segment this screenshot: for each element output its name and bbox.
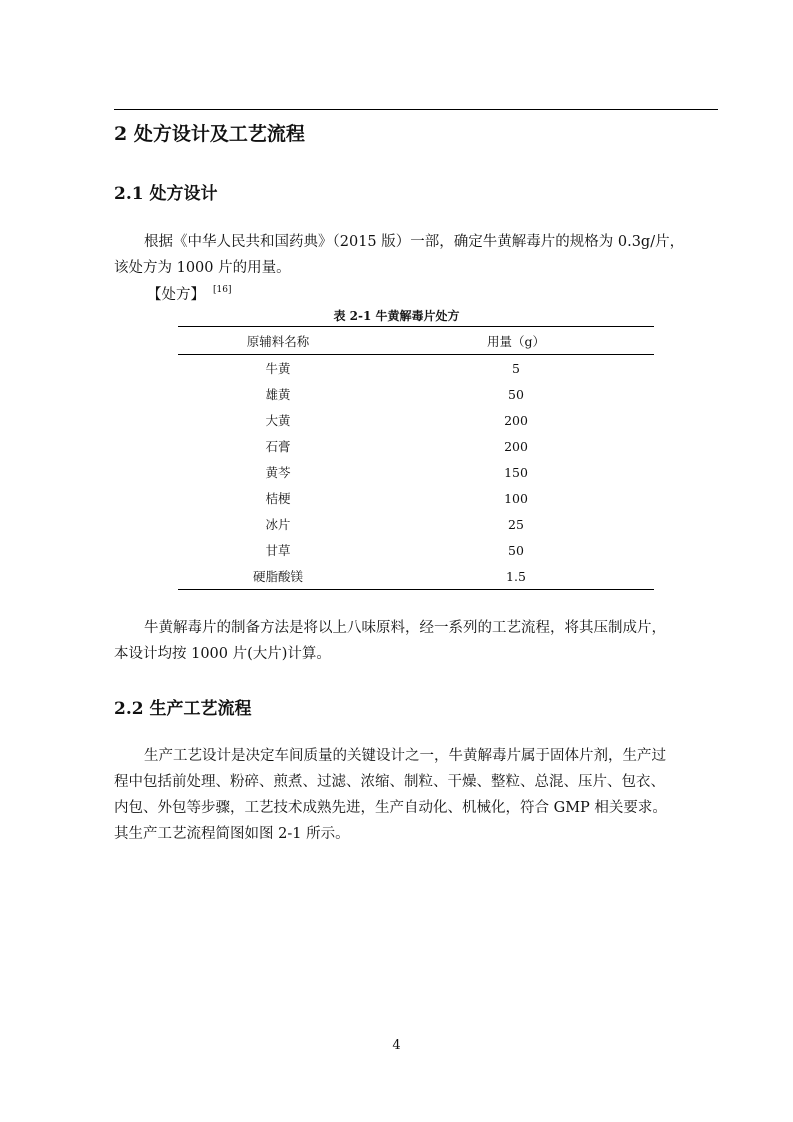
page-number: 4 [392,1038,401,1053]
amount-cell: 200 [504,412,528,428]
ingredient-cell: 硬脂酸镁 [178,563,378,590]
ingredient-cell: 大黄 [265,413,291,428]
section-2-2-paragraph [114,743,718,847]
after-table-paragraph [114,615,718,667]
table-header-row [178,327,654,355]
chapter-heading: 2 处方设计及工艺流程 [114,123,305,145]
table-row [178,433,654,459]
ingredient-cell: 甘草 [265,543,291,558]
ingredient-cell: 黄芩 [265,465,291,480]
paragraph-line: 牛黄解毒片的制备方法是将以上八味原料，经一系列的工艺流程，将其压制成片， [144,620,666,636]
ingredient-cell: 石膏 [265,439,291,454]
formula-label [147,283,231,304]
paragraph-line: 其生产工艺流程简图如图 2-1 所示。 [114,826,350,842]
table-caption: 表 2-1 牛黄解毒片处方 [333,309,460,323]
amount-cell: 50 [508,542,524,558]
header-rule [114,109,718,110]
table-header-amount: 用量（g） [378,327,654,355]
citation-ref: [16] [213,285,232,295]
paragraph-line: 该处方为 1000 片的用量。 [114,260,291,276]
amount-cell: 1.5 [378,563,654,590]
paragraph-line: 内包、外包等步骤，工艺技术成熟先进，生产自动化、机械化，符合 GMP 相关要求。 [114,800,667,816]
amount-cell: 200 [504,438,528,454]
paragraph-line: 本设计均按 1000 片(大片)计算。 [114,646,331,662]
ingredient-cell: 冰片 [265,517,291,532]
ingredient-cell: 牛黄 [265,361,291,376]
table-row [178,355,654,382]
section-heading-2-2: 2.2 生产工艺流程 [114,699,252,719]
table-row [178,485,654,511]
table-row [178,407,654,433]
formula-table [178,326,654,590]
table-row [178,381,654,407]
ingredient-cell: 雄黄 [265,387,291,402]
formula-label-text: 【处方】 [147,287,205,303]
amount-cell: 100 [504,490,528,506]
amount-cell: 5 [512,360,520,376]
paragraph-line: 生产工艺设计是决定车间质量的关键设计之一，牛黄解毒片属于固体片剂，生产过 [144,748,666,764]
amount-cell: 50 [508,386,524,402]
amount-cell: 150 [504,464,528,480]
table-header-ingredient: 原辅料名称 [178,327,378,355]
ingredient-cell: 桔梗 [265,491,291,506]
table-row [178,459,654,485]
table-row [178,537,654,563]
amount-cell: 25 [508,516,524,532]
section-heading-2-1: 2.1 处方设计 [114,184,218,204]
paragraph-line: 根据《中华人民共和国药典》（2015 版）一部，确定牛黄解毒片的规格为 0.3g/片， [144,234,685,250]
paragraph-line: 程中包括前处理、粉碎、煎煮、过滤、浓缩、制粒、干燥、整粒、总混、压片、包衣、 [114,774,665,790]
section-2-1-paragraph [114,229,718,281]
table-row [178,511,654,537]
table-row [178,563,654,590]
